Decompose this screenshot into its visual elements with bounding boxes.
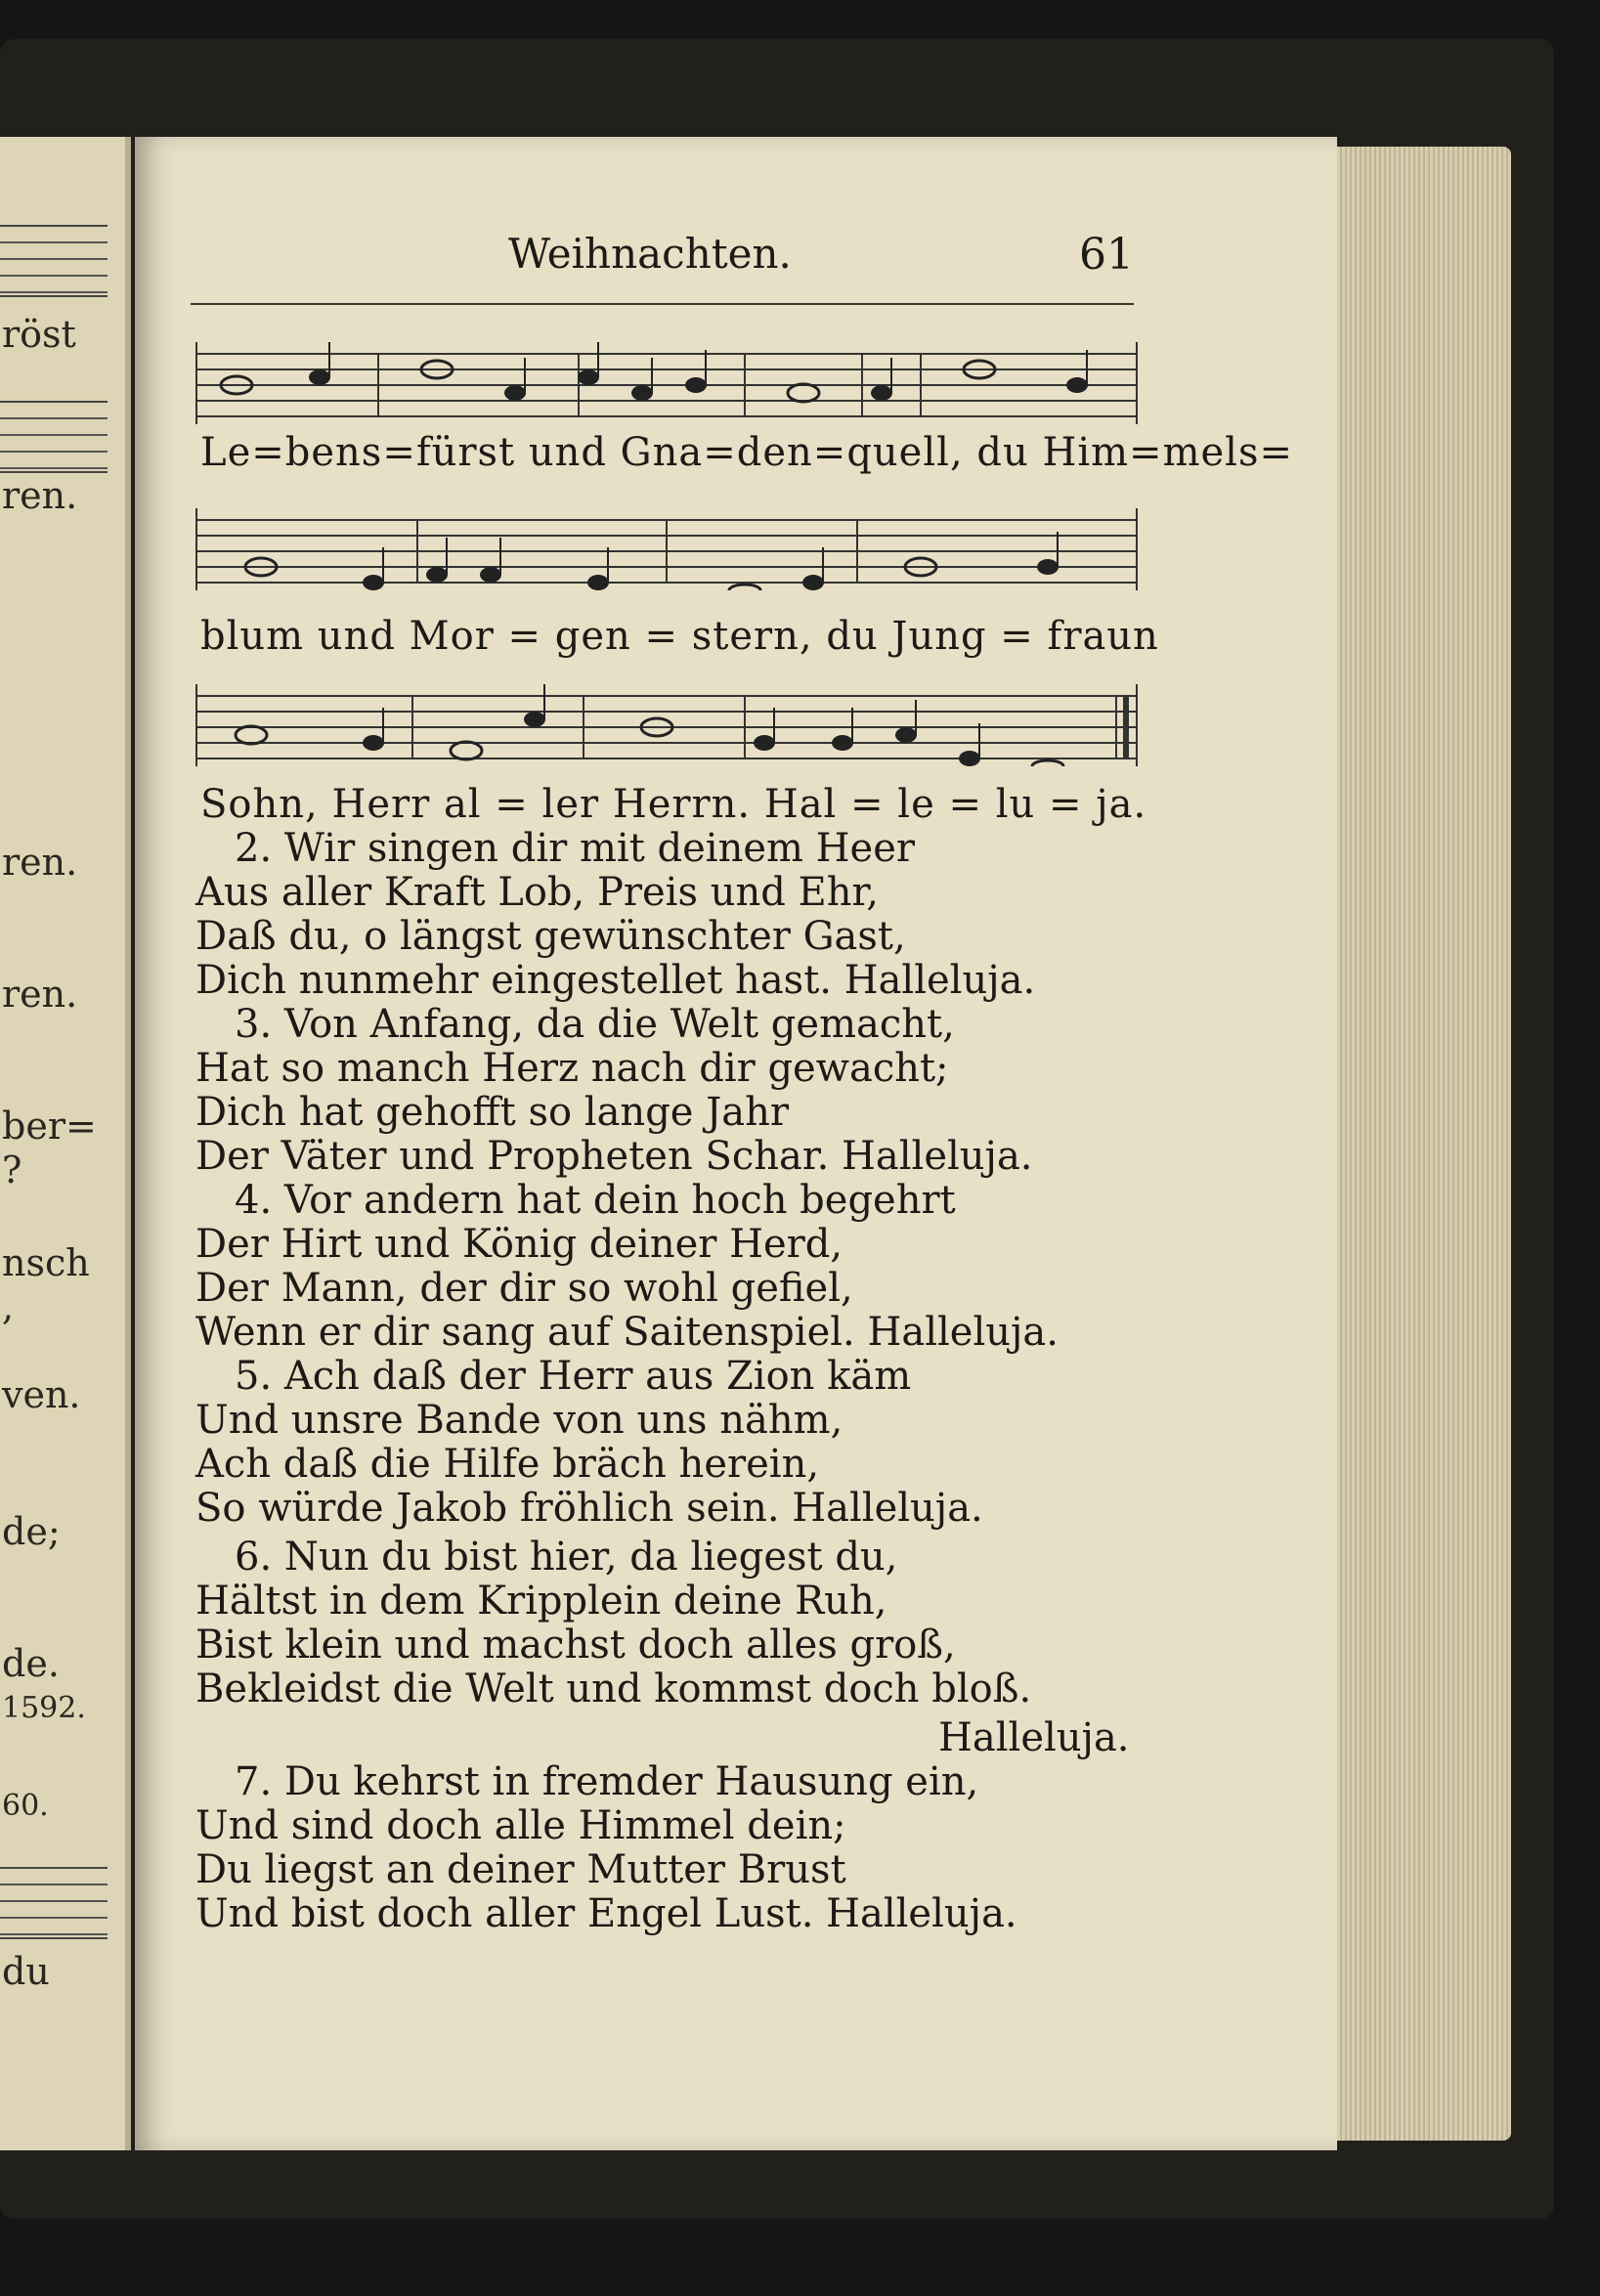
music-staff-3 [195,684,1138,766]
staff-lines [197,684,1136,766]
left-fragment: ren. [2,841,78,884]
verse-3-line-1: 3. Von Anfang, da die Welt gemacht, [235,1002,955,1047]
verse-6-line-3: Bist klein und machst doch alles groß, [195,1623,956,1668]
left-fragment: nsch [2,1241,90,1284]
verse-5-line-3: Ach daß die Hilfe bräch herein, [195,1442,820,1487]
verse-6-line-2: Hältst in dem Kripplein deine Ruh, [195,1579,887,1624]
verse-7-line-2: Und sind doch alle Himmel dein; [195,1803,846,1848]
staff-lines [197,342,1136,424]
left-fragment: , [2,1285,15,1328]
left-fragment: du [2,1950,50,1993]
verse-7-line-4: Und bist doch aller Engel Lust. Halleluja. [195,1891,1017,1936]
verse-7-line-1: 7. Du kehrst in fremder Hausung ein, [235,1759,979,1804]
header-rule [191,303,1134,305]
lyric-line-3: Sohn, Herr al = ler Herrn. Hal = le = lu = ja. [200,782,1147,827]
verse-2-line-2: Aus aller Kraft Lob, Preis und Ehr, [195,870,879,915]
left-fragment: röst [2,313,76,356]
left-staff [0,225,108,297]
verse-3-line-3: Dich hat gehofft so lange Jahr [195,1090,789,1135]
verse-4-line-3: Der Mann, der dir so wohl gefiel, [195,1266,853,1311]
left-fragment: ber= [2,1105,97,1148]
page-edges [1337,147,1511,2141]
verse-5-line-2: Und unsre Bande von uns nähm, [195,1398,843,1443]
verse-3-line-2: Hat so manch Herz nach dir gewacht; [195,1046,949,1091]
music-staff-1 [195,342,1138,424]
left-fragment: 60. [2,1789,49,1823]
verse-7-line-3: Du liegst an deiner Mutter Brust [195,1847,846,1892]
page-number: 61 [1079,230,1134,280]
verse-4-line-2: Der Hirt und König deiner Herd, [195,1222,843,1267]
page-title: Weihnachten. [508,230,792,278]
verse-4-line-4: Wenn er dir sang auf Saitenspiel. Halleluja. [195,1310,1059,1355]
staff-lines [197,508,1136,590]
left-fragment: de. [2,1642,60,1685]
verse-4-line-1: 4. Vor andern hat dein hoch begehrt [235,1178,956,1223]
verse-2-line-3: Daß du, o längst gewünschter Gast, [195,914,906,959]
verse-3-line-4: Der Väter und Propheten Schar. Halleluja. [195,1134,1033,1179]
left-fragment: de; [2,1510,61,1553]
verse-5-line-4: So würde Jakob fröhlich sein. Halleluja. [195,1486,983,1531]
left-fragment: ven. [2,1373,81,1416]
left-page [0,137,131,2150]
left-fragment: ren. [2,973,78,1016]
verse-5-line-1: 5. Ach daß der Herr aus Zion käm [235,1354,912,1399]
left-fragment: ren. [2,474,78,517]
verse-6-trailing: Halleluja. [938,1715,1130,1760]
music-staff-2 [195,508,1138,590]
left-fragment: ? [2,1148,22,1191]
verse-6-line-4: Bekleidst die Welt und kommst doch bloß. [195,1667,1032,1711]
left-fragment: 1592. [2,1691,86,1725]
page-header [195,230,1134,288]
left-staff [0,401,108,473]
left-staff [0,1867,108,1939]
verse-6-line-1: 6. Nun du bist hier, da liegest du, [235,1535,898,1580]
lyric-line-2: blum und Mor = gen = stern, du Jung = fraun [200,614,1159,659]
verse-2-line-4: Dich nunmehr eingestellet hast. Halleluja. [195,958,1036,1003]
verse-2-line-1: 2. Wir singen dir mit deinem Heer [235,826,915,871]
lyric-line-1: Le=bens=fürst und Gna=den=quell, du Him=mels= [200,430,1294,475]
